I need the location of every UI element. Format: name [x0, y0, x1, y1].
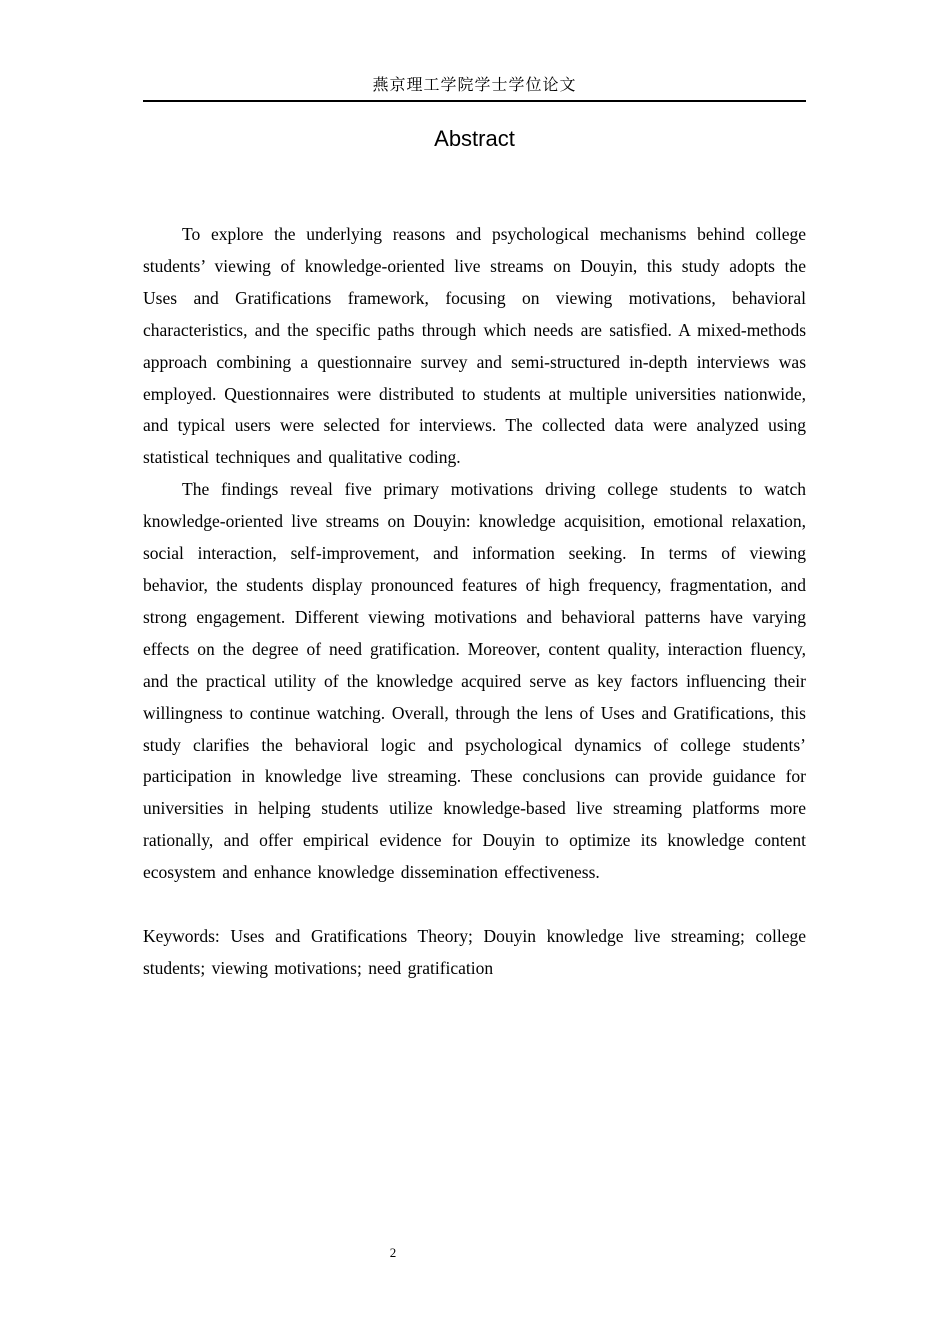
running-header: 燕京理工学院学士学位论文: [372, 77, 577, 94]
page-number: 2: [389, 1245, 397, 1260]
header-divider: [143, 100, 806, 102]
keywords-line: Keywords: Uses and Gratifications Theory; Douyin knowledge live streaming; college students; viewing motivations; need gratification: [143, 926, 806, 978]
abstract-paragraph-2: The findings reveal five primary motivations driving college students to watch knowledge-oriented live streams on Douyin: knowledge acquisition, emotional relaxation, social interaction, self-improvement, and information seeking. In terms of viewing behavior, the students display pronounced features of high frequency, fragmentation, and strong engagement. Different viewing motivations and behavioral patterns have varying effects on the degree of need gratification. Moreover, content quality, interaction fluency, and the practical utility of the knowledge acquired serve as key factors influencing their willingness to continue watching. Overall, through the lens of Uses and Gratifications, this study clarifies the behavioral logic and psychological dynamics of college students’ participation in knowledge live streaming. These conclusions can provide guidance for universities in helping students utilize knowledge-based live streaming platforms more rationally, and offer empirical evidence for Douyin to optimize its knowledge content ecosystem and enhance knowledge dissemination effectiveness.: [143, 479, 806, 883]
abstract-title: Abstract: [434, 126, 515, 151]
abstract-paragraph-1: To explore the underlying reasons and psychological mechanisms behind college students’ viewing of knowledge-oriented live streams on Douyin, this study adopts the Uses and Gratifications framework, focusing on viewing motivations, behavioral characteristics, and the specific paths through which needs are satisfied. A mixed-methods approach combining a questionnaire survey and semi-structured in-depth interviews was employed. Questionnaires were distributed to students at multiple universities nationwide, and typical users were selected for interviews. The collected data were analyzed using statistical techniques and qualitative coding.: [143, 224, 806, 468]
abstract-body: [143, 219, 806, 985]
